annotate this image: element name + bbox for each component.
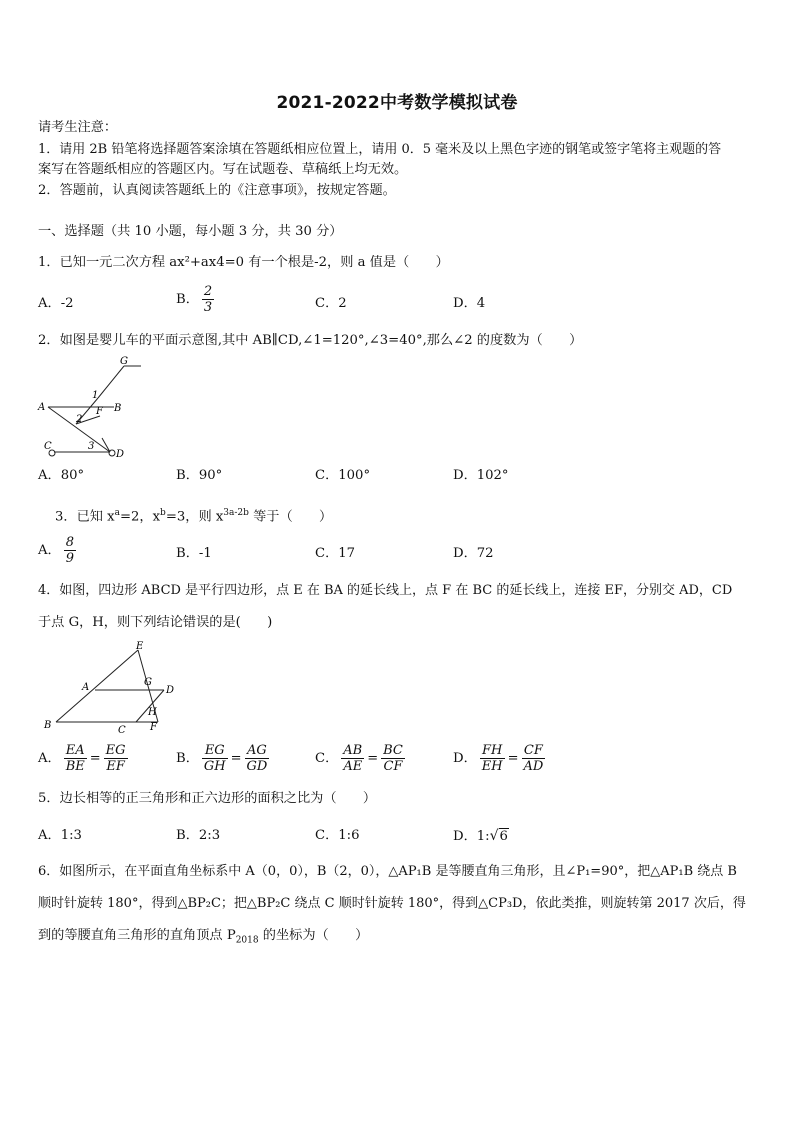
- q5-stem: 5．边长相等的正三角形和正六边形的面积之比为（ ）: [38, 791, 377, 806]
- notice-line-2: 2．答题前，认真阅读答题纸上的《注意事项》，按规定答题。: [38, 183, 396, 198]
- fraction-denominator: 3: [203, 300, 213, 315]
- fig-label-1: 1: [92, 390, 99, 401]
- q6-stem-line-3: [38, 925, 368, 952]
- fig-label-g: G: [144, 677, 152, 688]
- option-label: D．1:: [453, 829, 490, 844]
- equals-sign: =: [367, 750, 379, 766]
- q3-option-a[interactable]: [38, 535, 76, 566]
- q3-option-a-label: A．: [38, 542, 61, 558]
- fraction-numerator: EG: [105, 743, 126, 758]
- notice-heading: 请考生注意：: [38, 120, 118, 135]
- fig-label-e: E: [136, 641, 144, 652]
- fraction-denominator: EF: [106, 759, 125, 774]
- equals-sign: =: [89, 750, 101, 766]
- fraction-denominator: AD: [523, 759, 544, 774]
- q1-stem: 1．已知一元二次方程 ax²+ax4=0 有一个根是-2，则 a 值是（ ）: [38, 255, 449, 270]
- q3-exp: a: [114, 508, 120, 518]
- section-heading: 一、选择题（共 10 小题，每小题 3 分，共 30 分）: [38, 224, 343, 239]
- q3-option-a-fraction: [64, 535, 76, 566]
- fraction: [381, 743, 405, 774]
- q6-stem-part: 的坐标为（ ）: [258, 928, 369, 943]
- q2-option-a[interactable]: A．80°: [38, 468, 85, 483]
- q3-option-d[interactable]: D．72: [453, 546, 494, 561]
- q3-exp: b: [160, 508, 166, 518]
- fraction-numerator: BC: [383, 743, 403, 758]
- equals-sign: =: [507, 750, 519, 766]
- q1-option-b-label: B．: [176, 291, 199, 307]
- notice-line-1b: 案写在答题纸相应的答题区内。写在试题卷、草稿纸上均无效。: [38, 162, 408, 177]
- fraction-denominator: 9: [65, 551, 74, 566]
- fraction-numerator: AB: [343, 743, 363, 758]
- fig-label-a: A: [38, 402, 46, 413]
- q3-stem-part: 等于（ ）: [248, 509, 333, 525]
- q3-exp: 3a-2b: [223, 508, 249, 518]
- page-title: 2021-2022中考数学模拟试卷: [276, 93, 518, 113]
- fig-label-c: C: [44, 441, 52, 452]
- q4-option-d[interactable]: [453, 743, 545, 774]
- q4-parallelogram-figure: [40, 638, 180, 736]
- q3-stem-part: =3，则 x: [165, 509, 224, 525]
- fraction: [522, 743, 546, 774]
- q3-option-c[interactable]: C．17: [315, 546, 356, 561]
- q3-stem-part: 3．已知 x: [55, 509, 115, 525]
- q4-option-c[interactable]: [315, 743, 405, 774]
- radicand: 6: [499, 829, 508, 844]
- q4-stem-line-1: 4．如图，四边形 ABCD 是平行四边形，点 E 在 BA 的延长线上，点 F 在 BC 的延长线上，连接 EF，分别交 AD，CD: [38, 583, 733, 598]
- fraction-denominator: BE: [65, 759, 85, 774]
- q1-option-b-fraction: [202, 284, 214, 315]
- fraction-numerator: FH: [480, 743, 505, 759]
- fig-label-b: B: [44, 720, 52, 731]
- fig-label-f: F: [150, 722, 157, 733]
- fraction: [480, 743, 505, 774]
- sqrt-icon: √: [489, 828, 499, 844]
- q5-option-b[interactable]: B．2:3: [176, 828, 221, 843]
- option-label: A．: [38, 750, 61, 766]
- q5-option-a[interactable]: A．1:3: [38, 828, 82, 843]
- fig-label-g: G: [120, 356, 128, 367]
- fraction-numerator: 8: [65, 535, 74, 550]
- fraction-denominator: AE: [343, 759, 363, 774]
- q3-stem: [55, 502, 332, 528]
- fraction-denominator: CF: [383, 759, 403, 774]
- fraction: [341, 743, 364, 774]
- fraction-numerator: CF: [522, 743, 546, 759]
- q2-option-d[interactable]: D．102°: [453, 468, 509, 483]
- fraction-numerator: AG: [245, 743, 270, 759]
- fig-label-3: 3: [88, 441, 95, 452]
- fraction: [64, 743, 87, 774]
- fraction-denominator: EH: [481, 759, 503, 774]
- option-label: B．: [176, 750, 199, 766]
- fraction-numerator: EA: [64, 743, 87, 759]
- q6-subscript: 2018: [235, 935, 259, 946]
- fraction-numerator: 2: [203, 284, 213, 299]
- q3-stem-part: =2，x: [119, 509, 161, 525]
- q5-option-d[interactable]: [453, 825, 509, 848]
- fraction: [245, 743, 270, 774]
- q1-option-d[interactable]: D．4: [453, 296, 486, 311]
- fraction-denominator: GH: [203, 759, 226, 774]
- fraction-denominator: GD: [246, 759, 268, 774]
- q2-option-c[interactable]: C．100°: [315, 468, 371, 483]
- fraction: [104, 743, 128, 774]
- q1-option-c[interactable]: C．2: [315, 296, 347, 311]
- fraction: [202, 743, 228, 774]
- fig-label-h: H: [148, 707, 157, 718]
- q6-stem-part: 到的等腰直角三角形的直角顶点 P: [38, 928, 236, 943]
- notice-line-1a: 1．请用 2B 铅笔将选择题答案涂填在答题纸相应位置上，请用 0．5 毫米及以上黑色字迹的钢笔或签字笔将主观题的答: [38, 142, 722, 157]
- q6-stem-line-1: 6．如图所示，在平面直角坐标系中 A（0，0），B（2，0），△AP₁B 是等腰直角三角形，且∠P₁=90°，把△AP₁B 绕点 B: [38, 864, 737, 879]
- fig-label-2: 2: [76, 414, 83, 425]
- option-label: C．: [315, 750, 339, 766]
- q1-option-a[interactable]: A．-2: [38, 296, 74, 311]
- fig-label-c: C: [118, 725, 126, 736]
- q5-option-c[interactable]: C．1:6: [315, 828, 360, 843]
- fig-label-d: D: [116, 449, 125, 460]
- q2-stem: 2．如图是婴儿车的平面示意图,其中 AB∥CD,∠1=120°,∠3=40°,那么∠2 的度数为（ ）: [38, 333, 583, 348]
- fraction-numerator: EG: [202, 743, 228, 759]
- q1-option-b[interactable]: [176, 284, 214, 315]
- q4-option-a[interactable]: [38, 743, 128, 774]
- equals-sign: =: [230, 750, 242, 766]
- q4-option-b[interactable]: [176, 743, 269, 774]
- q2-stroller-figure: [34, 352, 146, 462]
- q3-option-b[interactable]: B．-1: [176, 546, 212, 561]
- fig-label-f: F: [96, 406, 103, 417]
- fig-label-d: D: [166, 685, 175, 696]
- q2-option-b[interactable]: B．90°: [176, 468, 223, 483]
- option-label: D．: [453, 750, 477, 766]
- q6-stem-line-2: 顺时针旋转 180°，得到△BP₂C；把△BP₂C 绕点 C 顺时针旋转 180°，得到△CP₃D，依此类推，则旋转第 2017 次后，得: [38, 896, 746, 911]
- fig-label-b: B: [114, 403, 122, 414]
- q4-stem-line-2: 于点 G，H，则下列结论错误的是( ): [38, 615, 273, 630]
- fig-label-a: A: [82, 682, 90, 693]
